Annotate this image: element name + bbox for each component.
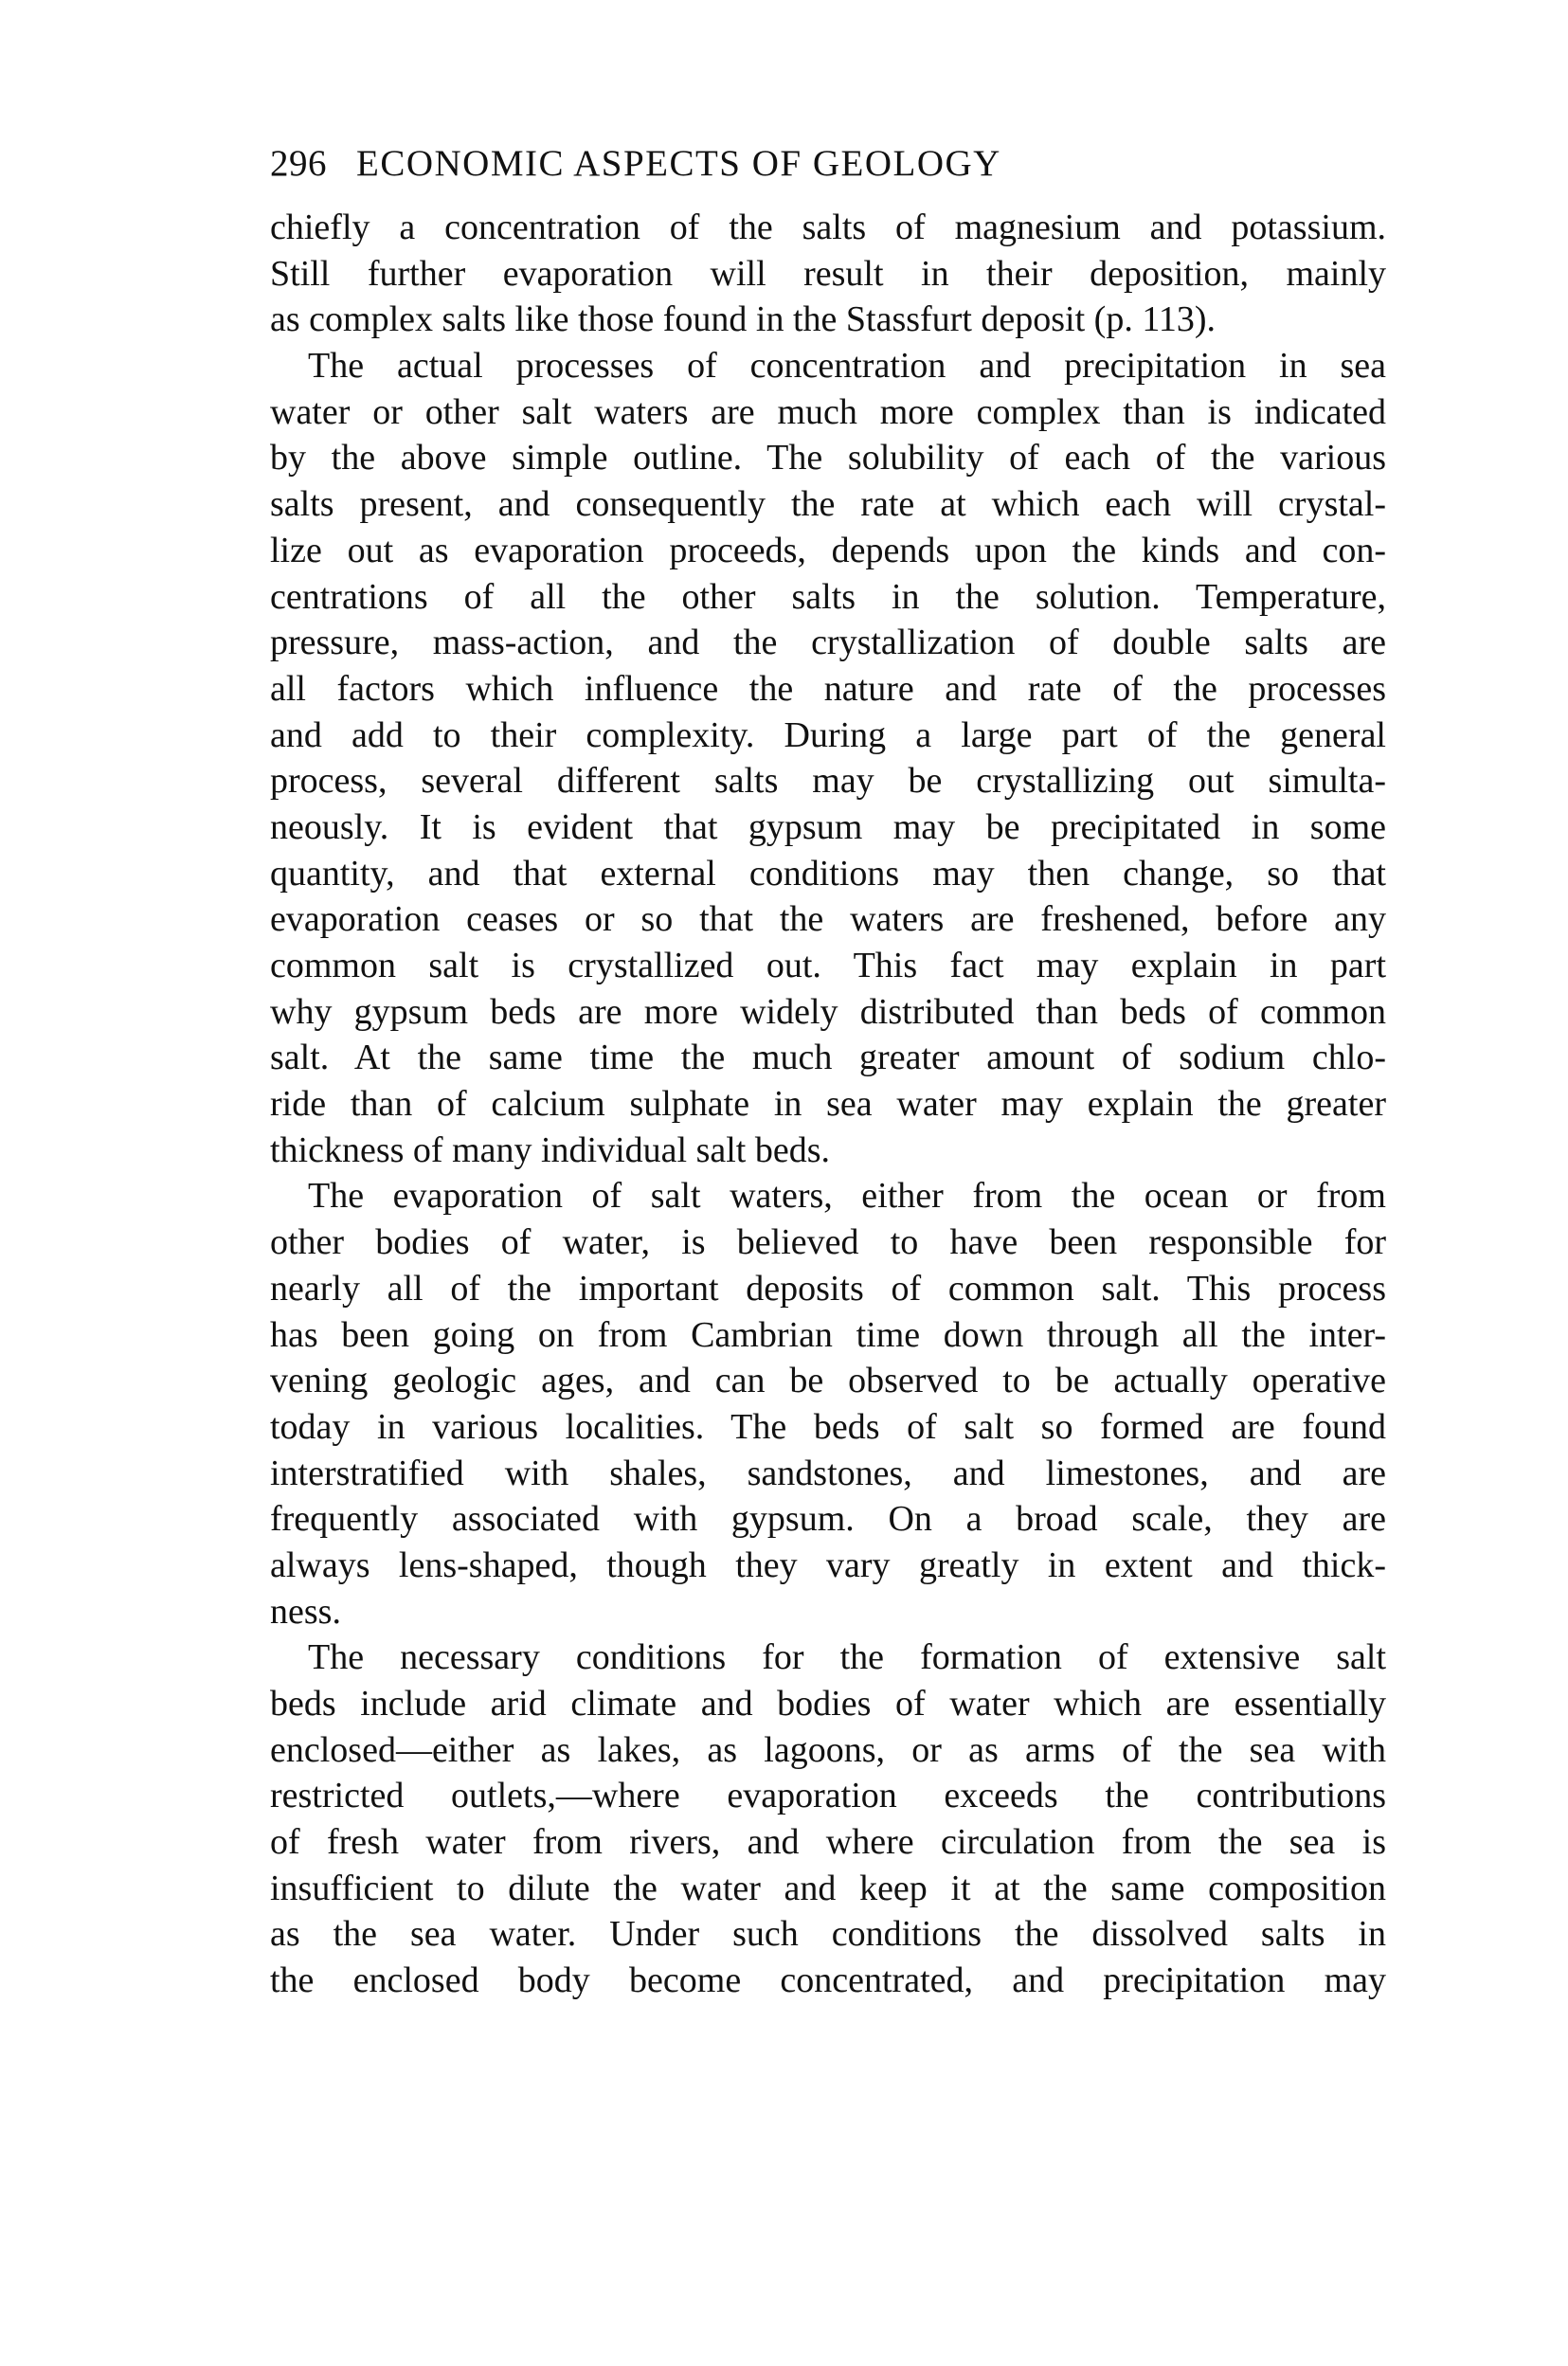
text-line: water or other salt waters are much more complex than is indicated	[270, 391, 1386, 432]
text-line: vening geologic ages, and can be observed to be actually operative	[270, 1361, 1386, 1401]
text-line: the enclosed body become concentrated, and precipitation may	[270, 1960, 1386, 2001]
text-line: other bodies of water, is believed to have been responsible for	[270, 1222, 1386, 1263]
text-line: today in various localities. The beds of salt so formed are found	[270, 1406, 1386, 1447]
paragraph-solubility	[270, 343, 1386, 1173]
text-line: of fresh water from rivers, and where circulation from the sea is	[270, 1822, 1386, 1863]
text-line: pressure, mass-action, and the crystallization of double salts are	[270, 623, 1386, 663]
paragraph-evaporation	[270, 1173, 1386, 1635]
text-line: process, several different salts may be crystallizing out simulta-	[270, 761, 1386, 802]
text-line: quantity, and that external conditions may then change, so that	[270, 853, 1386, 894]
text-line: all factors which influence the nature and rate of the processes	[270, 668, 1386, 709]
text-line: evaporation ceases or so that the waters are freshened, before any	[270, 899, 1386, 940]
text-line: interstratified with shales, sandstones, and limestones, and are	[270, 1453, 1386, 1493]
page-number: 296	[270, 143, 327, 184]
text-line: The actual processes of concentration and precipitation in sea	[308, 346, 1386, 387]
body-text	[270, 205, 1386, 2004]
text-line: beds include arid climate and bodies of water which are essentially	[270, 1684, 1386, 1724]
text-line: restricted outlets,—where evaporation exceeds the contributions	[270, 1776, 1386, 1816]
text-line: salt. At the same time the much greater amount of sodium chlo-	[270, 1038, 1386, 1078]
text-line: and add to their complexity. During a large part of the general	[270, 714, 1386, 755]
paragraph-conditions	[270, 1635, 1386, 2004]
text-line: ness.	[270, 1591, 341, 1632]
running-title: ECONOMIC ASPECTS OF GEOLOGY	[356, 143, 1001, 184]
text-line: thickness of many individual salt beds.	[270, 1129, 831, 1170]
text-line: nearly all of the important deposits of common salt. This process	[270, 1268, 1386, 1309]
text-line: as the sea water. Under such conditions the dissolved salts in	[270, 1914, 1386, 1955]
text-line: salts present, and consequently the rate at which each will crystal-	[270, 484, 1386, 525]
text-line: always lens-shaped, though they vary greatly in extent and thick-	[270, 1544, 1386, 1585]
text-line: neously. It is evident that gypsum may be precipitated in some	[270, 806, 1386, 847]
text-line: lize out as evaporation proceeds, depends upon the kinds and con-	[270, 530, 1386, 570]
running-header	[270, 140, 1388, 188]
text-line: ride than of calcium sulphate in sea water may explain the greater	[270, 1084, 1386, 1125]
text-line: insufficient to dilute the water and keep it at the same composition	[270, 1868, 1386, 1908]
text-line: centrations of all the other salts in the solution. Temperature,	[270, 576, 1386, 617]
text-line: The evaporation of salt waters, either from the ocean or from	[308, 1176, 1386, 1217]
text-line: Still further evaporation will result in their deposition, mainly	[270, 253, 1386, 294]
paragraph-continuation	[270, 205, 1386, 343]
text-line: why gypsum beds are more widely distributed than beds of common	[270, 991, 1386, 1032]
text-line: by the above simple outline. The solubility of each of the various	[270, 438, 1386, 479]
text-line: has been going on from Cambrian time down through all the inter-	[270, 1314, 1386, 1355]
text-line: common salt is crystallized out. This fact may explain in part	[270, 946, 1386, 985]
text-line: chiefly a concentration of the salts of magnesium and potassium.	[270, 208, 1386, 247]
text-line: enclosed—either as lakes, as lagoons, or as arms of the sea with	[270, 1729, 1386, 1770]
text-line: The necessary conditions for the formation of extensive salt	[308, 1637, 1386, 1678]
text-line: as complex salts like those found in the Stassfurt deposit (p. 113).	[270, 299, 1217, 340]
text-line: frequently associated with gypsum. On a broad scale, they are	[270, 1499, 1386, 1540]
